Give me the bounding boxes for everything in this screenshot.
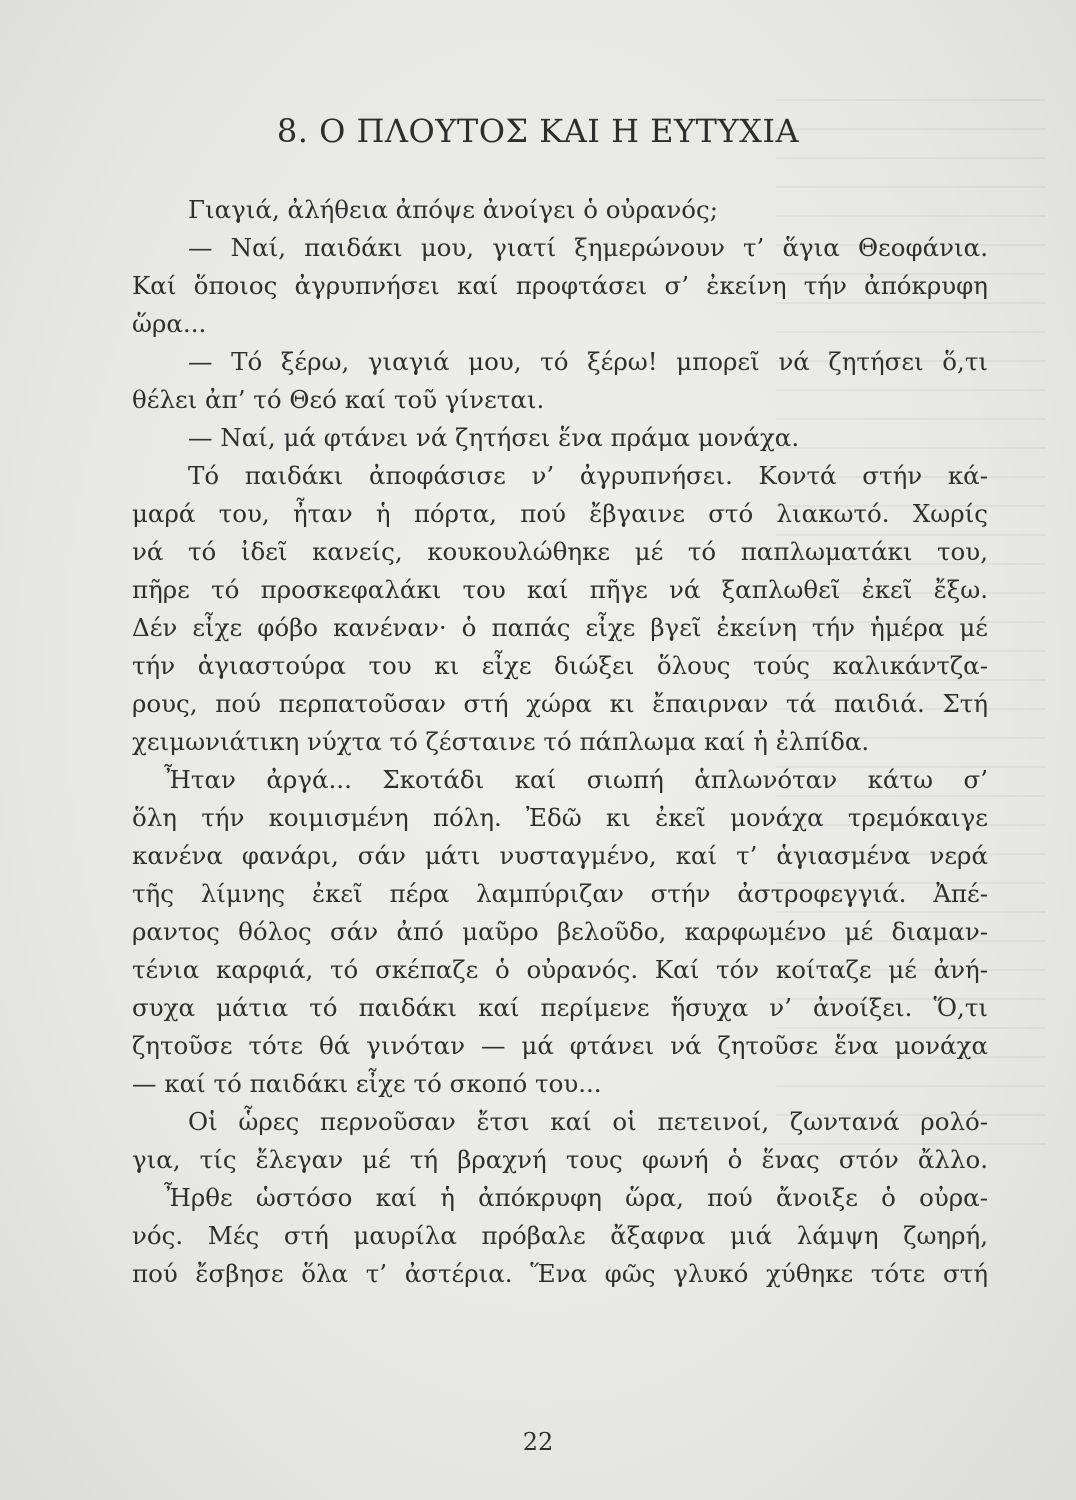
text-line: ὅλη τήν κοιμισμένη πόλη. Ἐδῶ κι ἐκεῖ μονάχα τρεμόκαιγε bbox=[132, 803, 988, 832]
text-line: συχα μάτια τό παιδάκι καί περίμενε ἥσυχα ν’ ἀνοίξει. Ὅ,τι bbox=[132, 993, 988, 1022]
text-line: — Τό ξέρω, γιαγιά μου, τό ξέρω! μπορεῖ νά ζητήσει ὅ,τι bbox=[188, 347, 988, 376]
body-text bbox=[132, 191, 988, 1293]
text-line: Δέν εἶχε φόβο κανέναν· ὁ παπάς εἶχε βγεῖ ἐκείνη τήν ἡμέρα μέ bbox=[132, 613, 988, 642]
text-line: για, τίς ἔλεγαν μέ τή βραχνή τους φωνή ὁ ἕνας στόν ἄλλο. bbox=[132, 1145, 988, 1174]
text-line: Καί ὅποιος ἀγρυπνήσει καί προφτάσει σ’ ἐκείνη τήν ἀπόκρυφη bbox=[132, 271, 988, 300]
text-line: Γιαγιά, ἀλήθεια ἀπόψε ἀνοίγει ὁ οὐρανός; bbox=[188, 195, 719, 224]
text-line: τένια καρφιά, τό σκέπαζε ὁ οὐρανός. Καί τόν κοίταζε μέ ἀνή- bbox=[132, 955, 988, 984]
text-line: πῆρε τό προσκεφαλάκι του καί πῆγε νά ξαπλωθεῖ ἐκεῖ ἔξω. bbox=[132, 575, 988, 604]
text-line: τήν ἁγιαστούρα του κι εἶχε διώξει ὅλους τούς καλικάντζα- bbox=[132, 651, 988, 680]
text-line: ρους, πού περπατοῦσαν στή χώρα κι ἔπαιρναν τά παιδιά. Στή bbox=[132, 689, 988, 718]
text-line: μαρά του, ἦταν ἡ πόρτα, πού ἔβγαινε στό λιακωτό. Χωρίς bbox=[132, 499, 988, 528]
text-line: θέλει ἀπ’ τό Θεό καί τοῦ γίνεται. bbox=[132, 385, 545, 414]
text-line: ραντος θόλος σάν ἀπό μαῦρο βελοῦδο, καρφωμένο μέ διαμαν- bbox=[132, 917, 988, 946]
text-line: πού ἔσβησε ὅλα τ’ ἀστέρια. Ἕνα φῶς γλυκό χύθηκε τότε στή bbox=[132, 1259, 988, 1288]
text-line: Τό παιδάκι ἀποφάσισε ν’ ἀγρυπνήσει. Κοντά στήν κά- bbox=[188, 461, 988, 490]
text-line: ζητοῦσε τότε θά γινόταν — μά φτάνει νά ζητοῦσε ἕνα μονάχα bbox=[132, 1031, 988, 1060]
page-number: 22 bbox=[522, 1428, 554, 1456]
text-line: — Ναί, παιδάκι μου, γιατί ξημερώνουν τ’ ἅγια Θεοφάνια. bbox=[188, 233, 988, 262]
text-line: — Ναί, μά φτάνει νά ζητήσει ἕνα πράμα μονάχα. bbox=[188, 423, 800, 452]
text-line: τῆς λίμνης ἐκεῖ πέρα λαμπύριζαν στήν ἀστροφεγγιά. Ἀπέ- bbox=[132, 879, 988, 908]
text-line: ὥρα... bbox=[132, 309, 207, 338]
text-line: νά τό ἰδεῖ κανείς, κουκουλώθηκε μέ τό παπλωματάκι του, bbox=[132, 537, 988, 566]
text-line: Οἱ ὧρες περνοῦσαν ἔτσι καί οἱ πετεινοί, ζωντανά ρολό- bbox=[188, 1107, 988, 1136]
text-line: νός. Μές στή μαυρίλα πρόβαλε ἄξαφνα μιά λάμψη ζωηρή, bbox=[132, 1221, 988, 1250]
text-line: Ἦρθε ὡστόσο καί ἡ ἀπόκρυφη ὥρα, πού ἄνοιξε ὁ οὐρα- bbox=[164, 1183, 988, 1212]
chapter-title: 8. Ο ΠΛΟΥΤΟΣ ΚΑΙ Η ΕΥΤΥΧΙΑ bbox=[276, 112, 800, 150]
text-line: κανένα φανάρι, σάν μάτι νυσταγμένο, καί τ’ ἁγιασμένα νερά bbox=[132, 841, 988, 870]
text-line: — καί τό παιδάκι εἶχε τό σκοπό του... bbox=[132, 1069, 602, 1098]
text-line: χειμωνιάτικη νύχτα τό ζέσταινε τό πάπλωμα καί ἡ ἐλπίδα. bbox=[132, 727, 870, 756]
text-line: Ἦταν ἀργά... Σκοτάδι καί σιωπή ἁπλωνόταν κάτω σ’ bbox=[164, 765, 988, 794]
